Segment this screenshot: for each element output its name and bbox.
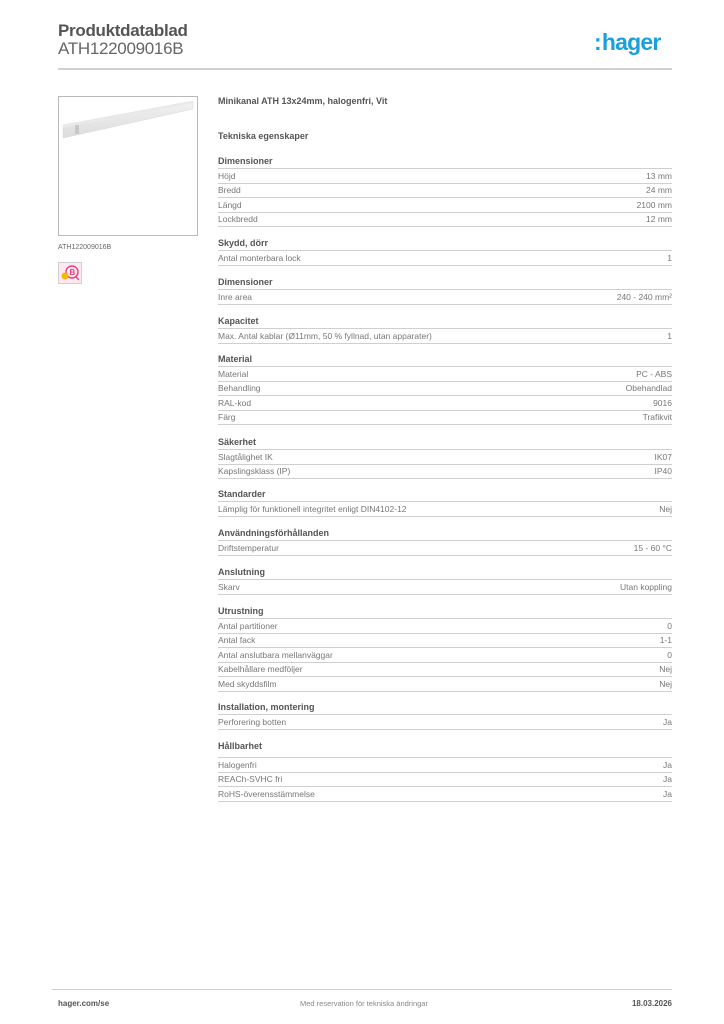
section-title: Installation, montering [218,701,672,715]
spec-label: Inre area [218,291,253,302]
spec-row [218,677,672,692]
section-title: Utrustning [218,605,672,619]
spec-label: Perforering botten [218,716,287,727]
image-caption: ATH122009016B [58,244,112,251]
product-name: Minikanal ATH 13x24mm, halogenfri, Vit [218,96,388,106]
spec-row [218,290,672,305]
spec-label: Halogenfri [218,759,257,770]
spec-label: Driftstemperatur [218,542,279,553]
spec-section-installation [218,701,672,730]
spec-label: Höjd [218,170,236,181]
footer-divider [52,989,672,990]
spec-value: 13 mm [646,170,672,181]
spec-section-protection-door [218,237,672,266]
spec-label: Antal fack [218,635,256,646]
spec-label: Färg [218,412,236,423]
product-code: ATH122009016B [58,39,184,58]
spec-label: Material [218,368,249,379]
spec-section-sustainability [218,740,672,802]
logo-colon-icon: : [594,29,601,55]
spec-row [218,502,672,517]
spec-row [218,450,672,465]
spec-section-equipment [218,605,672,692]
spec-row [218,580,672,595]
footer-date: 18.03.2026 [631,999,672,1008]
section-title: Anslutning [218,566,672,580]
spec-row [218,382,672,397]
spec-label: RoHS-överensstämmelse [218,788,315,799]
spec-value: Ja [663,716,672,727]
spec-label: Lockbredd [218,214,258,225]
spec-row [218,634,672,649]
section-title: Material [218,353,672,367]
spec-section-standards [218,488,672,517]
spec-label: RAL-kod [218,397,252,408]
spec-value: 2100 mm [636,199,672,210]
spec-label: Antal partitioner [218,620,278,631]
header-divider [58,68,672,70]
spec-value: IK07 [654,451,672,462]
halogen-free-badge-icon [59,263,81,283]
section-title: Standarder [218,488,672,502]
section-title: Hållbarhet [218,740,672,758]
spec-label: Lämplig för funktionell integritet enligt DIN4102-12 [218,503,407,514]
spec-value: 15 - 60 °C [633,542,672,553]
spec-value: 0 [667,620,672,631]
document-title: Produktdatablad [58,21,188,40]
spec-value: 9016 [653,397,672,408]
svg-text:B: B [69,268,76,277]
spec-value: Ja [663,788,672,799]
spec-row [218,773,672,788]
spec-section-dimensions [218,155,672,227]
section-title: Användningsförhållanden [218,527,672,541]
spec-row [218,251,672,266]
spec-row [218,541,672,556]
spec-value: Nej [659,678,672,689]
spec-value: Ja [663,774,672,785]
spec-label: Med skyddsfilm [218,678,277,689]
spec-label: Kapslingsklass (IP) [218,466,291,477]
spec-row [218,411,672,426]
spec-row [218,396,672,411]
spec-row [218,619,672,634]
spec-label: Bredd [218,185,241,196]
spec-label: Slagtålighet IK [218,451,273,462]
spec-section-dimensions-inner [218,276,672,305]
spec-section-connection [218,566,672,595]
spec-value: Trafikvit [642,412,672,423]
halogen-free-badge [58,262,82,284]
spec-section-material [218,353,672,425]
spec-row [218,367,672,382]
spec-label: Antal monterbara lock [218,252,301,263]
technical-properties-heading: Tekniska egenskaper [218,131,309,141]
spec-label: Skarv [218,581,240,592]
footer-disclaimer: Med reservation för tekniska ändringar [300,999,428,1008]
section-title: Kapacitet [218,315,672,329]
spec-row [218,715,672,730]
footer-website-link[interactable]: hager.com/se [58,999,110,1008]
spec-value: 1 [667,252,672,263]
spec-value: Nej [659,503,672,514]
spec-value: Obehandlad [625,383,672,394]
spec-value: 1 [667,330,672,341]
section-title: Säkerhet [218,436,672,450]
spec-section-safety [218,436,672,479]
section-title: Dimensioner [218,155,672,169]
section-title: Skydd, dörr [218,237,672,251]
spec-label: Kabelhållare medföljer [218,664,303,675]
spec-row [218,465,672,480]
spec-row [218,648,672,663]
spec-row [218,329,672,344]
spec-label: Behandling [218,383,261,394]
spec-value: IP40 [654,466,672,477]
spec-row [218,758,672,773]
logo-text: hager [601,29,661,55]
spec-row [218,198,672,213]
spec-value: Ja [663,759,672,770]
hager-logo [594,29,661,56]
spec-value: Nej [659,664,672,675]
spec-value: 12 mm [646,214,672,225]
spec-label: Antal anslutbara mellanväggar [218,649,333,660]
spec-value: 24 mm [646,185,672,196]
spec-row [218,787,672,802]
spec-section-operating-conditions [218,527,672,556]
spec-label: REACh-SVHC fri [218,774,283,785]
spec-value: 0 [667,649,672,660]
spec-row [218,169,672,184]
section-title: Dimensioner [218,276,672,290]
spec-section-capacity [218,315,672,344]
spec-label: Längd [218,199,242,210]
cable-duct-image-icon [59,97,197,235]
spec-value: Utan koppling [620,581,672,592]
spec-row [218,213,672,228]
spec-row [218,663,672,678]
spec-value: 240 - 240 mm² [616,291,672,302]
spec-value: PC - ABS [636,368,672,379]
spec-value: 1-1 [659,635,672,646]
product-image [58,96,198,236]
spec-row [218,184,672,199]
spec-label: Max. Antal kablar (Ø11mm, 50 % fyllnad, utan apparater) [218,330,432,341]
